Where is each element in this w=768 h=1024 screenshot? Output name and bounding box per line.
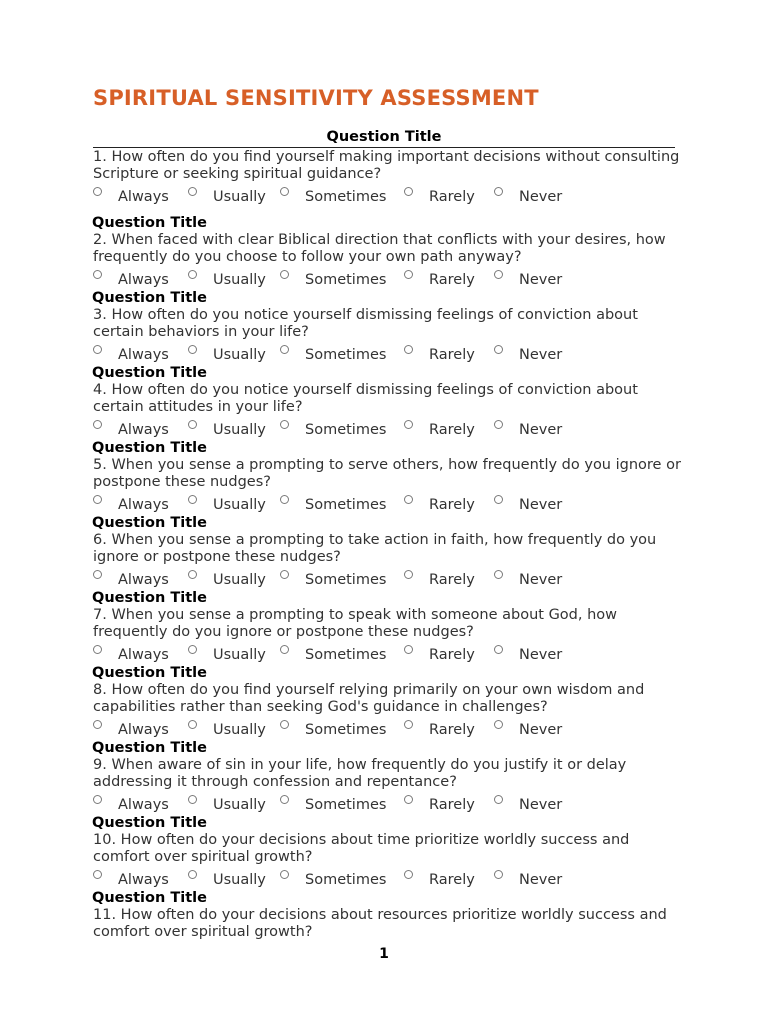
question-item [92, 515, 693, 599]
question-text: 9. When aware of sin in your life, how frequently do you justify it or delay addressing it through confession and repentance? [93, 757, 627, 790]
option-label: Never [519, 872, 563, 888]
radio-button[interactable] [188, 720, 197, 729]
radio-button[interactable] [494, 795, 503, 804]
option-label: Always [118, 189, 169, 205]
option-label: Never [519, 797, 563, 813]
option-label: Sometimes [305, 189, 387, 205]
answer-options [93, 345, 693, 365]
radio-button[interactable] [404, 870, 413, 879]
radio-button[interactable] [404, 345, 413, 354]
option-label: Rarely [429, 347, 475, 363]
radio-button[interactable] [494, 270, 503, 279]
page-number: 1 [379, 946, 389, 962]
option-label: Rarely [429, 272, 475, 288]
radio-button[interactable] [280, 570, 289, 579]
option-label: Sometimes [305, 497, 387, 513]
radio-button[interactable] [93, 187, 102, 196]
option-label: Always [118, 647, 169, 663]
question-text: 3. How often do you notice yourself dismissing feelings of conviction about certain behaviors in your life? [93, 307, 638, 340]
radio-button[interactable] [93, 270, 102, 279]
radio-button[interactable] [494, 495, 503, 504]
option-label: Never [519, 272, 563, 288]
answer-options [93, 570, 693, 590]
option-label: Rarely [429, 722, 475, 738]
question-item [92, 890, 693, 974]
option-label: Sometimes [305, 272, 387, 288]
radio-button[interactable] [188, 645, 197, 654]
option-label: Usually [213, 347, 266, 363]
radio-button[interactable] [280, 870, 289, 879]
option-label: Never [519, 497, 563, 513]
option-label: Usually [213, 422, 266, 438]
question-item [92, 365, 693, 449]
option-label: Usually [213, 797, 266, 813]
question-title: Question Title [92, 590, 207, 606]
option-label: Rarely [429, 872, 475, 888]
radio-button[interactable] [188, 795, 197, 804]
answer-options [93, 795, 693, 815]
option-label: Always [118, 722, 169, 738]
radio-button[interactable] [93, 495, 102, 504]
option-label: Usually [213, 722, 266, 738]
option-label: Rarely [429, 497, 475, 513]
radio-button[interactable] [93, 870, 102, 879]
option-label: Rarely [429, 189, 475, 205]
question-item [92, 440, 693, 524]
radio-button[interactable] [93, 420, 102, 429]
option-label: Sometimes [305, 722, 387, 738]
radio-button[interactable] [494, 645, 503, 654]
question-list [93, 149, 693, 974]
option-label: Sometimes [305, 347, 387, 363]
radio-button[interactable] [494, 720, 503, 729]
radio-button[interactable] [494, 187, 503, 196]
question-title: Question Title [92, 440, 207, 456]
option-label: Rarely [429, 572, 475, 588]
option-label: Usually [213, 189, 266, 205]
radio-button[interactable] [494, 345, 503, 354]
radio-button[interactable] [404, 495, 413, 504]
question-title: Question Title [92, 290, 207, 306]
question-item [93, 149, 693, 224]
radio-button[interactable] [404, 645, 413, 654]
question-title: Question Title [92, 740, 207, 756]
question-title: Question Title [92, 365, 207, 381]
radio-button[interactable] [93, 720, 102, 729]
question-text: 7. When you sense a prompting to speak with someone about God, how frequently do you ignore or postpone these nudges? [93, 607, 618, 640]
radio-button[interactable] [404, 795, 413, 804]
radio-button[interactable] [188, 570, 197, 579]
question-item [92, 215, 693, 299]
radio-button[interactable] [93, 570, 102, 579]
option-label: Usually [213, 272, 266, 288]
answer-options [93, 270, 693, 290]
radio-button[interactable] [404, 420, 413, 429]
option-label: Sometimes [305, 872, 387, 888]
radio-button[interactable] [188, 187, 197, 196]
radio-button[interactable] [494, 870, 503, 879]
question-text: 1. How often do you find yourself making important decisions without consulting Scripture or seeking spiritual guidance? [93, 149, 680, 182]
question-item [92, 815, 693, 899]
option-label: Usually [213, 497, 266, 513]
answer-options [93, 495, 693, 515]
radio-button[interactable] [280, 645, 289, 654]
question-title: Question Title [92, 665, 207, 681]
radio-button[interactable] [404, 720, 413, 729]
answer-options [93, 645, 693, 665]
radio-button[interactable] [188, 270, 197, 279]
question-title: Question Title [92, 515, 207, 531]
option-label: Usually [213, 872, 266, 888]
option-label: Sometimes [305, 647, 387, 663]
question-text: 11. How often do your decisions about resources prioritize worldly success and comfort over spiritual growth? [93, 907, 667, 940]
question-item [92, 665, 693, 749]
question-text: 6. When you sense a prompting to take action in faith, how frequently do you ignore or postpone these nudges? [93, 532, 657, 565]
question-text: 10. How often do your decisions about time prioritize worldly success and comfort over spiritual growth? [93, 832, 630, 865]
question-item [92, 590, 693, 674]
option-label: Sometimes [305, 797, 387, 813]
question-text: 5. When you sense a prompting to serve others, how frequently do you ignore or postpone these nudges? [93, 457, 681, 490]
option-label: Always [118, 872, 169, 888]
option-label: Sometimes [305, 572, 387, 588]
option-label: Always [118, 797, 169, 813]
radio-button[interactable] [280, 345, 289, 354]
radio-button[interactable] [188, 495, 197, 504]
radio-button[interactable] [280, 495, 289, 504]
radio-button[interactable] [404, 187, 413, 196]
radio-button[interactable] [494, 570, 503, 579]
question-text: 4. How often do you notice yourself dismissing feelings of conviction about certain attitudes in your life? [93, 382, 638, 415]
document-title: SPIRITUAL SENSITIVITY ASSESSMENT [93, 86, 539, 110]
option-label: Rarely [429, 422, 475, 438]
radio-button[interactable] [404, 270, 413, 279]
option-label: Always [118, 347, 169, 363]
question-text: 2. When faced with clear Biblical direction that conflicts with your desires, how frequently do you choose to follow your own path anyway? [93, 232, 666, 265]
question-title: Question Title [92, 890, 207, 906]
option-label: Always [118, 272, 169, 288]
radio-button[interactable] [188, 345, 197, 354]
radio-button[interactable] [188, 420, 197, 429]
option-label: Never [519, 422, 563, 438]
radio-button[interactable] [280, 720, 289, 729]
radio-button[interactable] [188, 870, 197, 879]
option-label: Usually [213, 647, 266, 663]
option-label: Rarely [429, 647, 475, 663]
option-label: Never [519, 572, 563, 588]
question-title: Question Title [92, 215, 207, 231]
answer-options [93, 187, 693, 207]
answer-options [93, 420, 693, 440]
radio-button[interactable] [280, 420, 289, 429]
question-text: 8. How often do you find yourself relying primarily on your own wisdom and capabilities rather than seeking God's guidance in challenges? [93, 682, 645, 715]
radio-button[interactable] [404, 570, 413, 579]
radio-button[interactable] [93, 645, 102, 654]
question-item [92, 290, 693, 374]
question-item [92, 740, 693, 824]
option-label: Rarely [429, 797, 475, 813]
option-label: Never [519, 647, 563, 663]
answer-options [93, 870, 693, 890]
radio-button[interactable] [93, 795, 102, 804]
option-label: Always [118, 572, 169, 588]
answer-options [93, 720, 693, 740]
radio-button[interactable] [93, 345, 102, 354]
radio-button[interactable] [280, 270, 289, 279]
option-label: Never [519, 722, 563, 738]
radio-button[interactable] [494, 420, 503, 429]
option-label: Always [118, 422, 169, 438]
question-title-header: Question Title [93, 128, 675, 148]
radio-button[interactable] [280, 795, 289, 804]
option-label: Sometimes [305, 422, 387, 438]
option-label: Never [519, 347, 563, 363]
radio-button[interactable] [280, 187, 289, 196]
question-title: Question Title [92, 815, 207, 831]
option-label: Always [118, 497, 169, 513]
option-label: Never [519, 189, 563, 205]
option-label: Usually [213, 572, 266, 588]
